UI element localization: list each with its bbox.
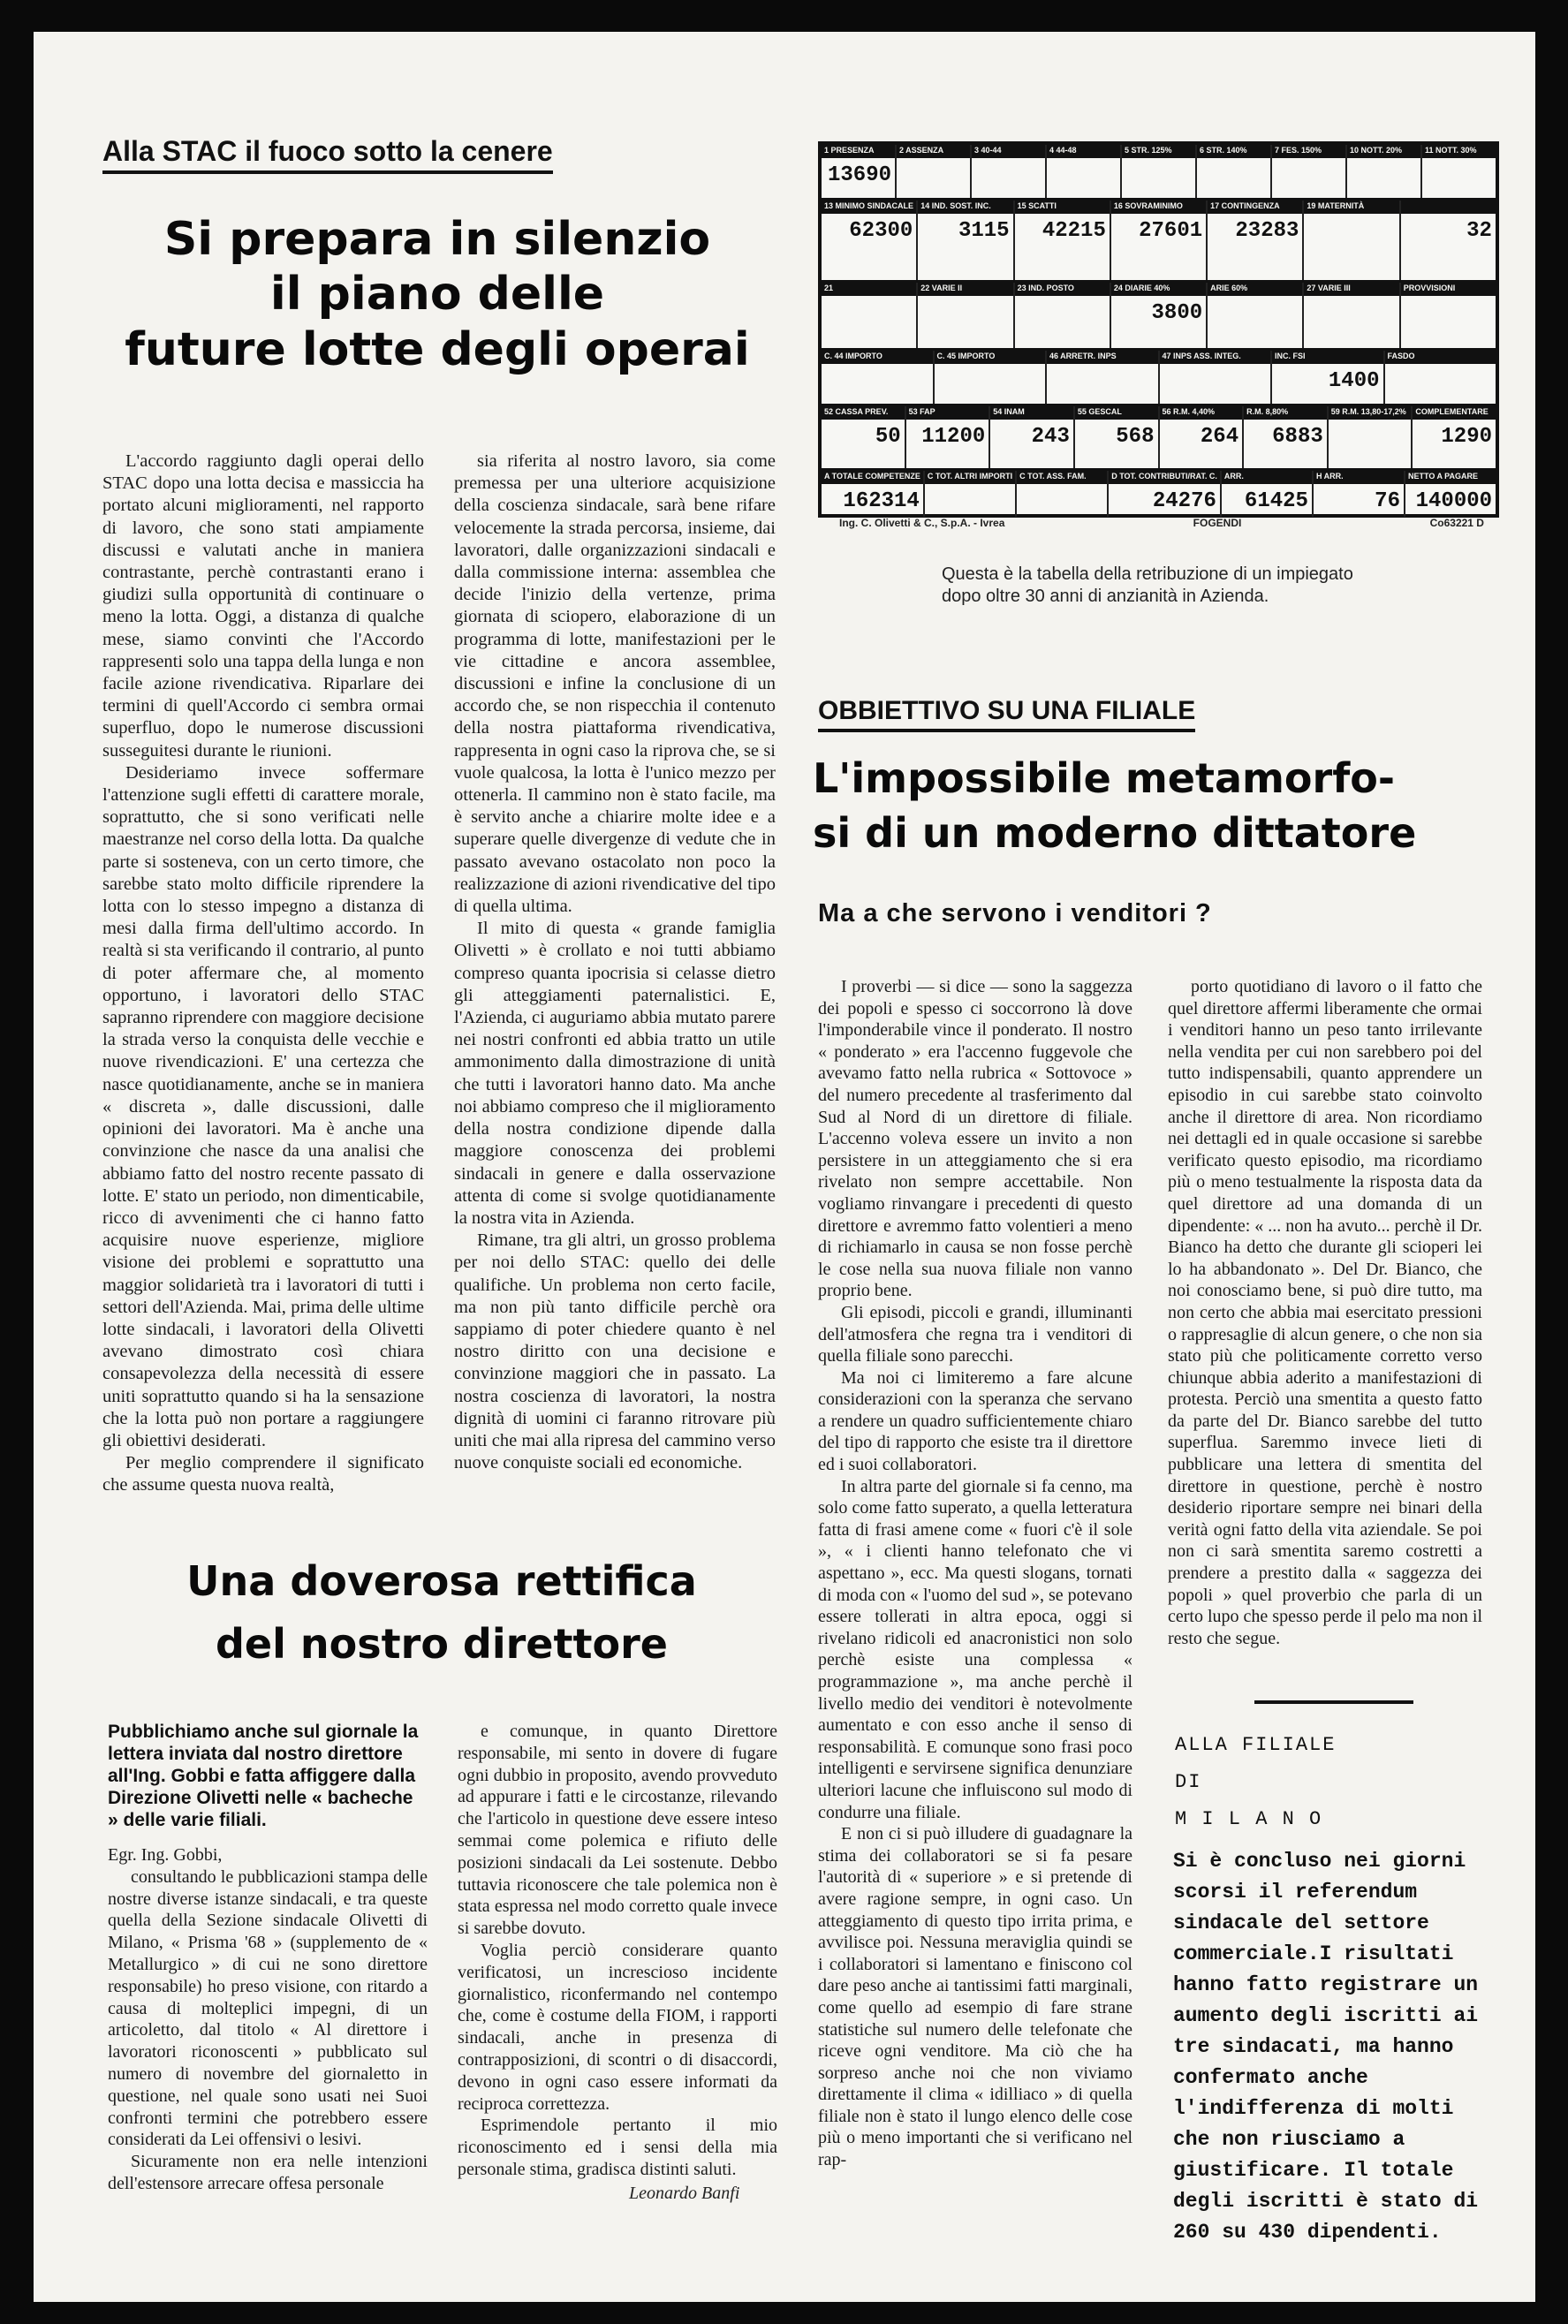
headline-line: il piano delle — [269, 268, 605, 322]
salary-cell-label: 3 40-44 — [972, 145, 1045, 158]
salary-cell-value — [1422, 158, 1496, 163]
salary-table-cell — [1304, 283, 1400, 348]
salary-table-cell — [1208, 283, 1304, 348]
salary-cell-value — [897, 158, 970, 163]
salary-cell-value — [1047, 158, 1120, 163]
salary-table-cell — [1111, 283, 1208, 348]
salary-cell-label: 15 SCATTI — [1015, 201, 1110, 214]
salary-cell-label: R.M. 8,80% — [1244, 406, 1327, 420]
typed-line: M I L A N O — [1175, 1808, 1323, 1830]
salary-table-cell — [1244, 406, 1329, 468]
paragraph: E non ci si può illudere di guadagnare la stima dei collaboratori se si fa pesare l'autorità di « superiore » e si pretende di avere ragione sempre, in ogni caso. Un atteggiamento di questo tipo irrita prima, e avvilisce poi. Nessuna meraviglia quindi se i collaboratori si lamentano e finiscono col dare peso anche ai tantissimi fatti marginali, come quello ad esempio di fare strane statistiche sul numero delle telefonate che riceve ogni venditore. Ma ciò che ha sorpreso anche noi che non viviamo direttamente il clima « idilliaco » di quella filiale non è stato il lungo elenco delle cose più o meno importanti che si verificano nel rap- — [818, 1824, 1132, 2170]
article2-subhead: Ma a che servono i venditori ? — [818, 899, 1212, 927]
salary-table-cell — [1208, 201, 1304, 280]
article1-column-1 — [102, 450, 424, 1497]
article3-headline — [106, 1550, 777, 1677]
salary-cell-label: 52 CASSA PREV. — [822, 406, 905, 420]
salary-table-cell — [1314, 471, 1405, 517]
salary-cell-label: 53 FAP — [906, 406, 989, 420]
salary-cell-label: 17 CONTINGENZA — [1208, 201, 1302, 214]
salary-cell-label: 54 INAM — [990, 406, 1073, 420]
paragraph: In altra parte del giornale si fa cenno, ma solo come fatto superato, a quella letteratura fatta di frasi amene come « fuori c'è il sole », « i clienti hanno telefonato che vi aspettano », ecc. Ma questi slogans, tornati di moda con « l'uomo del sud », se potevano essere tollerati in altra epoca, oggi si rivelano ridicoli ed anacronistici non solo perchè esiste una complessa « programmazione », ma anche perchè il livello medio dei venditori è notevolmente aumentato e con esso anche il senso di responsabilità. E comunque sono frasi poco intelligenti e servirsene significa denunziare ulteriori lacune che influiscono sul modo di condurre una filiale. — [818, 1476, 1132, 1822]
paragraph: e comunque, in quanto Direttore responsabile, mi sento in dovere di fugare ogni dubbio in proposito, avendo provveduto ad appurare i fatti e le circostanze, rilevando che l'articolo in questione deve essere inteso semmai come polemica e rifiuto delle posizioni sindacali da Lei sostenute. Debbo tuttavia riconoscere che tale polemica non è stata espressa nel modo corretto quale invece si sarebbe dovuto. — [458, 1722, 777, 1939]
paragraph: Sicuramente non era nelle intenzioni dell'estensore arrecare offesa personale — [108, 2152, 428, 2193]
salary-cell-value: 1290 — [1441, 425, 1492, 449]
salary-cell-value: 62300 — [849, 219, 913, 243]
salary-cell-label: FASDO — [1385, 351, 1496, 364]
salary-table-cell — [1413, 406, 1496, 468]
salary-cell-label: NETTO A PAGARE — [1405, 471, 1496, 484]
salary-cell-value — [935, 364, 1046, 369]
paragraph: Esprimendole pertanto il mio riconoscimento ed i sensi della mia personale stima, gradisca distinti saluti. — [458, 2116, 777, 2179]
table-footer-form: FOGENDI — [1193, 517, 1242, 529]
paragraph: Ma noi ci limiteremo a fare alcune considerazioni con la speranza che servano a rendere un quadro sufficientemente chiaro del tipo di rapporto che esiste tra il direttore ed i suoi collaboratori. — [818, 1367, 1132, 1475]
paragraph: porto quotidiano di lavoro o il fatto che quel direttore affermi liberamente che ormai i venditori hanno un peso tanto irrilevante nella vendita per cui non sarebbero poi del tutto indispensabili, quanto apprendere un episodio in cui sarebbe stato coinvolto anche il direttore di area. Non ricordiamo nei dettagli ed in quale occasione si sarebbe verificato questo episodio, ma ricordiamo più o meno testualmente la risposta data da quel direttore ad una domanda di un dipendente: « ... non ha avuto... perchè il Dr. Bianco ha detto che durante gli scioperi lei lo ha abbandonato ». Del Dr. Bianco, che noi conosciamo bene, si può dire tutto, ma non certo che abbia mai esercitato pressioni o rappresaglie di alcun genere, o che non sia stato più che politicamente corretto verso chiunque abbia aderito a manifestazioni di protesta. Perciò una smentita a questo fatto da parte del Dr. Bianco sarebbe del tutto superflua. Saremmo invece lieti di pubblicare una lettera di smentita del direttore in questione, perchè è nostro desiderio riportare sempre nei binari della verità ogni fatto della vita aziendale. Se poi non ci sarà smentita saremo costretti a prendere a prestito dalla « saggezza dei popoli » quel proverbio che parla di un certo lupo che spesso perde il pelo ma non il resto che segue. — [1168, 977, 1483, 1648]
headline-line: L'impossibile metamorfo- — [813, 754, 1395, 802]
headline-line: Si prepara in silenzio — [163, 213, 711, 266]
salary-cell-value — [1401, 296, 1496, 301]
salary-cell-label: 10 NOTT. 20% — [1347, 145, 1420, 158]
salary-cell-value: 50 — [875, 425, 901, 449]
article2-column-2 — [1168, 976, 1482, 1649]
salary-table-cell — [925, 471, 1017, 517]
salary-cell-value: 32 — [1466, 219, 1492, 243]
salary-cell-label: C TOT. ASS. FAM. — [1017, 471, 1107, 484]
salary-cell-label: 5 STR. 125% — [1122, 145, 1195, 158]
salary-cell-value: 162314 — [843, 489, 920, 513]
salary-table-footer — [839, 517, 1484, 529]
salary-table-cell — [822, 283, 918, 348]
salary-cell-value: 27601 — [1139, 219, 1203, 243]
salary-cell-value: 568 — [1116, 425, 1155, 449]
salary-cell-value — [822, 364, 933, 369]
salary-cell-value — [1304, 214, 1398, 219]
headline-line: future lotte degli operai — [125, 322, 750, 376]
salary-cell-label: 1 PRESENZA — [822, 145, 895, 158]
typed-line: ALLA FILIALE — [1175, 1734, 1337, 1756]
salary-table-cell — [1401, 283, 1496, 348]
paragraph: Rimane, tra gli altri, un grosso problema per noi dello STAC: quello dei delle qualifiche. Un problema non certo facile, ma non più tanto difficile perchè ora sappiamo di poter chiedere quanto è nel nostro diritto con una decisione e convinzione maggiori che in passato. La nostra coscienza di lavoratori, la nostra dignità di uomini ci faranno ritrovare più uniti che mai alla ripresa del cammino verso nuove conquiste sociali ed economiche. — [454, 1230, 776, 1473]
paragraph: Egr. Ing. Gobbi, — [108, 1845, 223, 1865]
salary-cell-value — [1347, 158, 1420, 163]
salary-table-rows — [822, 145, 1496, 517]
salary-table-cell — [1197, 145, 1272, 198]
salary-cell-label: 55 GESCAL — [1075, 406, 1158, 420]
salary-cell-value: 140000 — [1415, 489, 1493, 513]
paragraph: consultando le pubblicazioni stampa delle nostre diverse istanze sindacali, e tra queste quella della Sezione sindacale Olivetti di Milano, « Prisma '68 » (supplemento de « Metallurgico » di cui ne sono direttore responsabile) ho preso visione, con ritardo a causa di molteplici impegni, di un articoletto, dal titolo « Al direttore i lavoratori riconoscenti » pubblicato sul numero di novembre del giornaletto in questione, nel quale sono usati nei Suoi confronti termini che potrebbero essere considerati da Lei offensivi o lesivi. — [108, 1866, 428, 2150]
salary-table-cell — [822, 201, 918, 280]
salary-cell-label: 21 — [822, 283, 916, 296]
salary-cell-label: 27 VARIE III — [1304, 283, 1398, 296]
salary-cell-value — [1329, 420, 1412, 425]
salary-cell-label: C. 44 IMPORTO — [822, 351, 933, 364]
salary-cell-label: 56 R.M. 4,40% — [1160, 406, 1243, 420]
salary-table-cell — [1111, 201, 1208, 280]
salary-cell-value — [1197, 158, 1270, 163]
salary-table-cell — [1109, 471, 1222, 517]
salary-table-cell — [1272, 145, 1347, 198]
salary-cell-label: D TOT. CONTRIBUTI/RAT. C. — [1109, 471, 1220, 484]
salary-cell-value: 264 — [1200, 425, 1239, 449]
salary-cell-label: ARIE 60% — [1208, 283, 1302, 296]
salary-cell-value: 11200 — [921, 425, 986, 449]
salary-table-cell — [1272, 351, 1385, 404]
salary-cell-value — [1015, 296, 1110, 301]
paragraph: Il mito di questa « grande famiglia Olivetti » è crollato e noi tutti abbiamo compreso quanta ipocrisia si celasse dietro gli atteggiamenti paternalistici. E, l'Azienda, ci auguriamo abbia mutato parere nei nostri confronti ed abbia tratto un utile ammonimento dalla dimostrazione di unità che tutti i lavoratori hanno dato. Ma anche noi abbiamo compreso che il miglioramento della nostra condizione dipende dalla maggiore conoscenza dei problemi sindacali in genere e dalla osservazione attenta di come si svolge quotidianamente la nostra vita in Azienda. — [454, 919, 776, 1228]
salary-cell-value — [1304, 296, 1398, 301]
paragraph: L'accordo raggiunto dagli operai dello STAC dopo una lotta decisa e massiccia ha portato alcuni miglioramenti, nel rapporto di lavoro, che sono stati ampiamente discussi e valutati anche in maniera contrastante, perchè contrastanti erano i giudizi sulla opportunità di continuare o meno la lotta. Oggi, a distanza di qualche mese, siamo convinti che l'Accordo rappresenti solo una tappa della lunga e non facile azione rivendicativa. Riparlare dei termini di quell'Accordo ci sembra ormai superfluo, dopo le numerose discussioni susseguitesi durante le riunioni. — [102, 451, 424, 761]
salary-cell-label: 14 IND. SOST. INC. — [918, 201, 1012, 214]
salary-cell-label: PROVVISIONI — [1401, 283, 1496, 296]
salary-cell-value: 76 — [1375, 489, 1400, 513]
salary-cell-label: 47 INPS ASS. INTEG. — [1160, 351, 1271, 364]
salary-cell-label: H ARR. — [1314, 471, 1404, 484]
table-footer-code: Co63221 D — [1429, 517, 1484, 529]
salary-cell-value: 42215 — [1042, 219, 1106, 243]
paragraph: sia riferita al nostro lavoro, sia come premessa per una ulteriore acquisizione della coscienza sindacale, sarà bene rifare velocemente la strada percorsa, insieme, dai lavoratori, dalle organizzazioni sindacali e dalla commissione interna: assemblea che decide l'inizio della vertenze, prima giornata di sciopero, elaborazione di un programma di lotte, manifestazioni per le vie cittadine e ancora assemblee, discussioni e infine la conclusione di un accordo che, se non rispecchia il contenuto della nostra piattaforma rivendicativa, rappresenta in ogni caso la riprova che, se si vuole qualcosa, la lotta è l'unico mezzo per ottenerla. Il cammino non è stato facile, ma è servito anche a chiarire molte idee e a superare quelle divergenze di vedute che in passato avevano ostacolato non poco la realizzazione di azioni rivendicative del tipo di quella ultima. — [454, 451, 776, 917]
paragraph: Desideriamo invece soffermare l'attenzione sugli effetti di carattere morale, soprattutto, che si sono verificati nelle maestranze nel corso della lotta. Da qualche parte si sosteneva, con un certo timore, che sarebbe stato molto difficile riprendere la lotta con lo stesso impegno a distanza di mesi dalla firma dell'ultimo accordo. In realtà si sta verificando il contrario, al punto di poter affermare che, al momento opportuno, i lavoratori dello STAC sapranno riprendere con maggiore decisione la strada verso la conquista delle vecchie e nuove rivendicazioni. E' una certezza che nasce quotidianamente, anche se in maniera « discreta », dalle discussioni, dalle opinioni dei lavoratori. Ma è anche una convinzione che nasce da una analisi che abbiamo fatto del nostro recente passato di lotte. E' stato un periodo, non dimenticabile, ricco di avvenimenti che ci hanno fatto acquisire nuove esperienze, migliore visione dei problemi e soprattutto una maggior solidarietà tra i lavoratori di tutti i settori dell'Azienda. Mai, prima delle ultime lotte sindacali, i lavoratori della Olivetti avevano dimostrato così chiara consapevolezza della necessità di essere uniti soprattutto quando si ha la sensazione che la lotta può non portare a raggiungere gli obiettivi desiderati. — [102, 762, 424, 1450]
salary-cell-label: ARR. — [1222, 471, 1312, 484]
salary-cell-value — [1272, 158, 1345, 163]
typed-note-body: Si è concluso nei giorni scorsi il referendum sindacale del settore commerciale.I risultati hanno fatto registrare un aumento degli iscritti ai tre sindacati, ma hanno confermato anche l'indifferenza di molti che non riusciamo a giustificare. Il totale degli iscritti è stato di 260 su 430 dipendenti. — [1173, 1850, 1479, 2244]
salary-cell-value: 23283 — [1235, 219, 1299, 243]
salary-table-cell — [1015, 283, 1111, 348]
salary-table-row — [822, 201, 1496, 283]
salary-table-cell — [1047, 351, 1160, 404]
salary-table-cell — [1122, 145, 1197, 198]
article3-lead: Pubblichiamo anche sul giornale la lettera inviata dal nostro direttore all'Ing. Gobbi e fatta affiggere dalla Direzione Olivetti nelle « bacheche » delle varie filiali. — [108, 1722, 419, 1830]
salary-table-cell — [906, 406, 991, 468]
salary-cell-label: 24 DIARIE 40% — [1111, 283, 1206, 296]
salary-cell-label: 46 ARRETR. INPS — [1047, 351, 1158, 364]
salary-table-cell — [972, 145, 1047, 198]
salary-cell-label: 23 IND. POSTO — [1015, 283, 1110, 296]
salary-cell-value — [1208, 296, 1302, 301]
salary-table-cell — [918, 201, 1014, 280]
salary-cell-label: 16 SOVRAMINIMO — [1111, 201, 1206, 214]
salary-cell-label: 7 FES. 150% — [1272, 145, 1345, 158]
salary-cell-label: 59 R.M. 13,80-17,2% — [1329, 406, 1412, 420]
salary-table-cell — [1385, 351, 1496, 404]
table-footer-maker: Ing. C. Olivetti & C., S.p.A. - Ivrea — [839, 517, 1005, 529]
salary-table-row — [822, 283, 1496, 351]
salary-table-row — [822, 351, 1496, 406]
salary-cell-label: A TOTALE COMPETENZE — [822, 471, 923, 484]
salary-cell-value — [972, 158, 1045, 163]
salary-table-cell — [1160, 351, 1273, 404]
salary-cell-label: 19 MATERNITÀ — [1304, 201, 1398, 214]
paragraph: I proverbi — si dice — sono la saggezza dei popoli e spesso ci soccorrono là dove l'imponderabile vince il ponderato. Il nostro « ponderato » era l'accenno fuggevole che avevamo fatto nella rubrica « Sottovoce » del numero precedente al trasferimento dal Sud al Nord di un direttore di filiale. L'accenno voleva essere un invito a non persistere in un atteggiamento che si era rivelato non sempre accettabile. Non vogliamo rinvangare i precedenti di questo direttore e avremmo fatto volentieri a meno di richiamarlo in causa se non fosse perchè le cose nella sua nuova filiale non vanno proprio bene. — [818, 977, 1132, 1301]
headline-line: si di un moderno dittatore — [813, 809, 1417, 858]
salary-table — [818, 141, 1499, 518]
salary-cell-value: 6883 — [1272, 425, 1323, 449]
headline-line: del nostro direttore — [216, 1620, 668, 1669]
salary-cell-value: 13690 — [827, 163, 891, 187]
article2-column-1 — [818, 976, 1132, 2171]
article1-headline — [106, 212, 769, 377]
section-divider — [1254, 1700, 1413, 1704]
salary-table-cell — [918, 283, 1014, 348]
salary-table-cell — [1222, 471, 1314, 517]
article1-kicker: Alla STAC il fuoco sotto la cenere — [102, 135, 553, 174]
article3-signature: Leonardo Banfi — [629, 2184, 740, 2203]
salary-table-cell — [897, 145, 972, 198]
article3-column-2 — [458, 1721, 777, 2181]
salary-table-cell — [935, 351, 1048, 404]
salary-cell-label: 13 MINIMO SINDACALE — [822, 201, 916, 214]
salary-cell-value — [925, 484, 1015, 489]
salary-cell-value — [1385, 364, 1496, 369]
paragraph: Per meglio comprendere il significato che assume questa nuova realtà, — [102, 1453, 424, 1495]
headline-line: Una doverosa rettifica — [186, 1557, 697, 1605]
salary-table-cell — [1304, 201, 1400, 280]
salary-cell-label: 4 44-48 — [1047, 145, 1120, 158]
salary-cell-value — [822, 296, 916, 301]
salary-table-cell — [1422, 145, 1496, 198]
article2-headline — [813, 751, 1493, 860]
salary-cell-label: 2 ASSENZA — [897, 145, 970, 158]
salary-table-row — [822, 145, 1496, 201]
salary-cell-value: 243 — [1031, 425, 1070, 449]
salary-table-cell — [1047, 145, 1122, 198]
salary-cell-value — [1122, 158, 1195, 163]
article1-column-2 — [454, 450, 776, 1474]
salary-table-cell — [822, 145, 897, 198]
salary-cell-value — [1017, 484, 1107, 489]
typed-note-header — [1175, 1727, 1493, 1838]
salary-table-cell — [1401, 201, 1496, 280]
salary-table-cell — [822, 471, 925, 517]
salary-cell-label: C TOT. ALTRI IMPORTI — [925, 471, 1015, 484]
salary-cell-value: 3115 — [958, 219, 1010, 243]
salary-table-row — [822, 406, 1496, 471]
salary-table-cell — [1075, 406, 1160, 468]
salary-table-cell — [990, 406, 1075, 468]
salary-cell-label — [1401, 201, 1496, 214]
salary-table-cell — [822, 406, 906, 468]
article3-column-1 — [108, 1844, 428, 2195]
salary-table-cell — [1329, 406, 1413, 468]
salary-cell-value: 24276 — [1152, 489, 1216, 513]
salary-cell-value — [1047, 364, 1158, 369]
paragraph: Voglia perciò considerare quanto verificatosi, un increscioso incidente giornalistico, riconfermando nel contempo che, come è costume della FIOM, i rapporti sindacali, anche in presenza di contrapposizioni, di scontri o di disaccordi, devono in ogni caso essere informati da reciproca correttezza. — [458, 1940, 777, 2114]
salary-cell-value: 61425 — [1244, 489, 1308, 513]
paragraph: Gli episodi, piccoli e grandi, illuminanti dell'atmosfera che regna tra i venditori di quella filiale sono parecchi. — [818, 1302, 1132, 1366]
salary-cell-label: 22 VARIE II — [918, 283, 1012, 296]
salary-cell-value: 1400 — [1328, 369, 1380, 393]
salary-table-cell — [1160, 406, 1245, 468]
salary-cell-label: COMPLEMENTARE — [1413, 406, 1496, 420]
salary-cell-label: INC. FSI — [1272, 351, 1383, 364]
salary-table-caption: Questa è la tabella della retribuzione di un impiegato dopo oltre 30 anni di anzianità in Azienda. — [942, 564, 1353, 606]
salary-table-cell — [1405, 471, 1496, 517]
typed-line: DI — [1175, 1771, 1202, 1793]
salary-table-cell — [1015, 201, 1111, 280]
salary-table-cell — [1017, 471, 1109, 517]
salary-cell-label: 6 STR. 140% — [1197, 145, 1270, 158]
salary-table-cell — [822, 351, 935, 404]
salary-table-cell — [1347, 145, 1422, 198]
article2-kicker: OBBIETTIVO SU UNA FILIALE — [818, 696, 1195, 732]
salary-cell-label: C. 45 IMPORTO — [935, 351, 1046, 364]
salary-cell-value — [1160, 364, 1271, 369]
salary-cell-value: 3800 — [1151, 301, 1203, 325]
salary-table-row — [822, 471, 1496, 517]
salary-cell-value — [918, 296, 1012, 301]
salary-cell-label: 11 NOTT. 30% — [1422, 145, 1496, 158]
